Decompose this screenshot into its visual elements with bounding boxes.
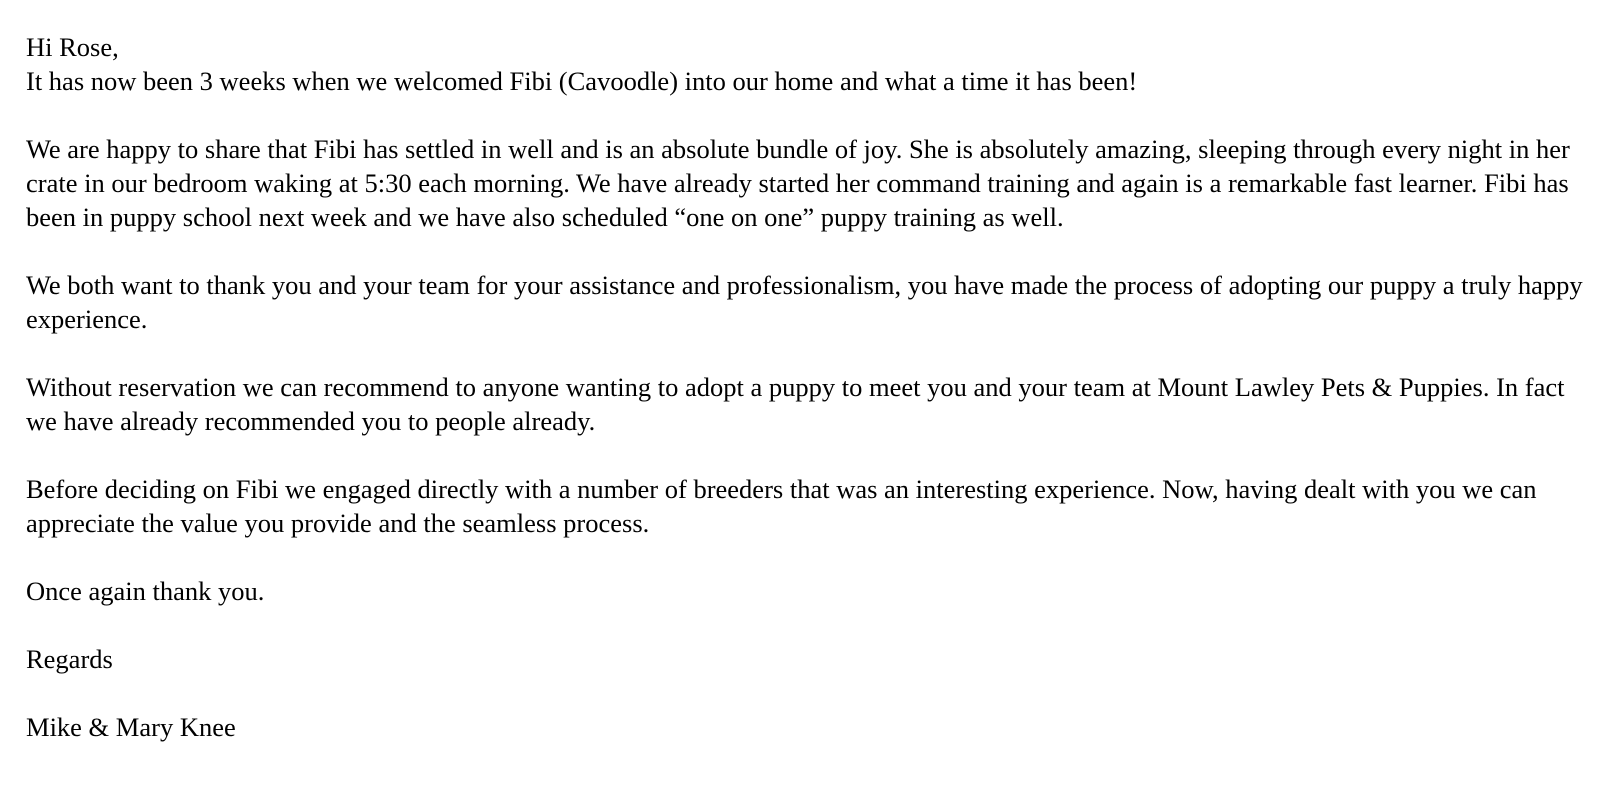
greeting: Hi Rose, — [26, 32, 119, 62]
paragraph-thanks: We both want to thank you and your team for your assistance and professionalism, you have made the process of adopting our puppy a truly happy experience. — [26, 270, 1583, 334]
signature: Mike & Mary Knee — [26, 712, 236, 742]
closing-thanks: Once again thank you. — [26, 576, 265, 606]
intro-paragraph: It has now been 3 weeks when we welcomed Fibi (Cavoodle) into our home and what a time it has been! — [26, 66, 1138, 96]
letter-body — [26, 30, 1598, 744]
sign-off: Regards — [26, 644, 113, 674]
paragraph-breeders: Before deciding on Fibi we engaged directly with a number of breeders that was an interesting experience. Now, having dealt with you we can appreciate the value you provide and the seamless process. — [26, 474, 1537, 538]
paragraph-settling-in: We are happy to share that Fibi has settled in well and is an absolute bundle of joy. She is absolutely amazing, sleeping through every night in her crate in our bedroom waking at 5:30 each morning. We have already started her command training and again is a remarkable fast learner. Fibi has been in puppy school next week and we have also scheduled “one on one” puppy training as well. — [26, 134, 1570, 232]
paragraph-recommendation: Without reservation we can recommend to anyone wanting to adopt a puppy to meet you and your team at Mount Lawley Pets & Puppies. In fact we have already recommended you to people already. — [26, 372, 1565, 436]
